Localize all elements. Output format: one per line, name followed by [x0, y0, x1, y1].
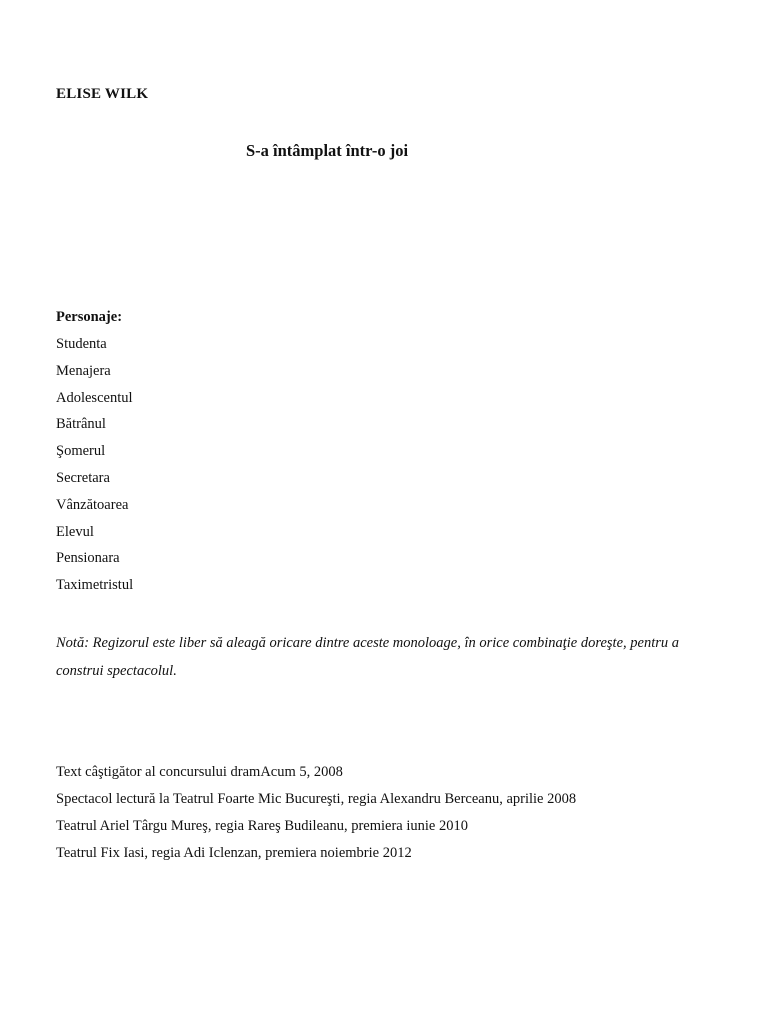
credit-item: Teatrul Ariel Târgu Mureş, regia Rareş Budileanu, premiera iunie 2010 [56, 818, 468, 834]
author-name: ELISE WILK [56, 86, 149, 102]
credit-item: Teatrul Fix Iasi, regia Adi Iclenzan, premiera noiembrie 2012 [56, 845, 412, 861]
character-item: Bătrânul [56, 416, 106, 433]
character-item: Taximetristul [56, 577, 134, 594]
credit-item: Spectacol lectură la Teatrul Foarte Mic Bucureşti, regia Alexandru Berceanu, aprilie 2008 [56, 791, 577, 807]
characters-heading: Personaje: [56, 309, 123, 325]
credit-item: Text câştigător al concursului dramAcum 5, 2008 [56, 764, 343, 780]
character-item: Adolescentul [56, 389, 133, 406]
production-credits [56, 763, 576, 871]
characters-section [56, 308, 133, 603]
character-item: Vânzătoarea [56, 496, 129, 513]
play-title: S-a întâmplat într-o joi [246, 141, 409, 160]
character-item: Pensionara [56, 550, 120, 567]
credits-list [56, 763, 576, 871]
character-item: Menajera [56, 362, 111, 379]
character-item: Şomerul [56, 443, 106, 460]
character-item: Elevul [56, 523, 94, 540]
characters-list [56, 335, 133, 603]
character-item: Secretara [56, 469, 110, 486]
character-item: Studenta [56, 336, 107, 352]
director-note: Notă: Regizorul este liber să aleagă oricare dintre aceste monoloage, în orice combinaţie doreşte, pentru a construi spectacolul. [56, 635, 679, 679]
